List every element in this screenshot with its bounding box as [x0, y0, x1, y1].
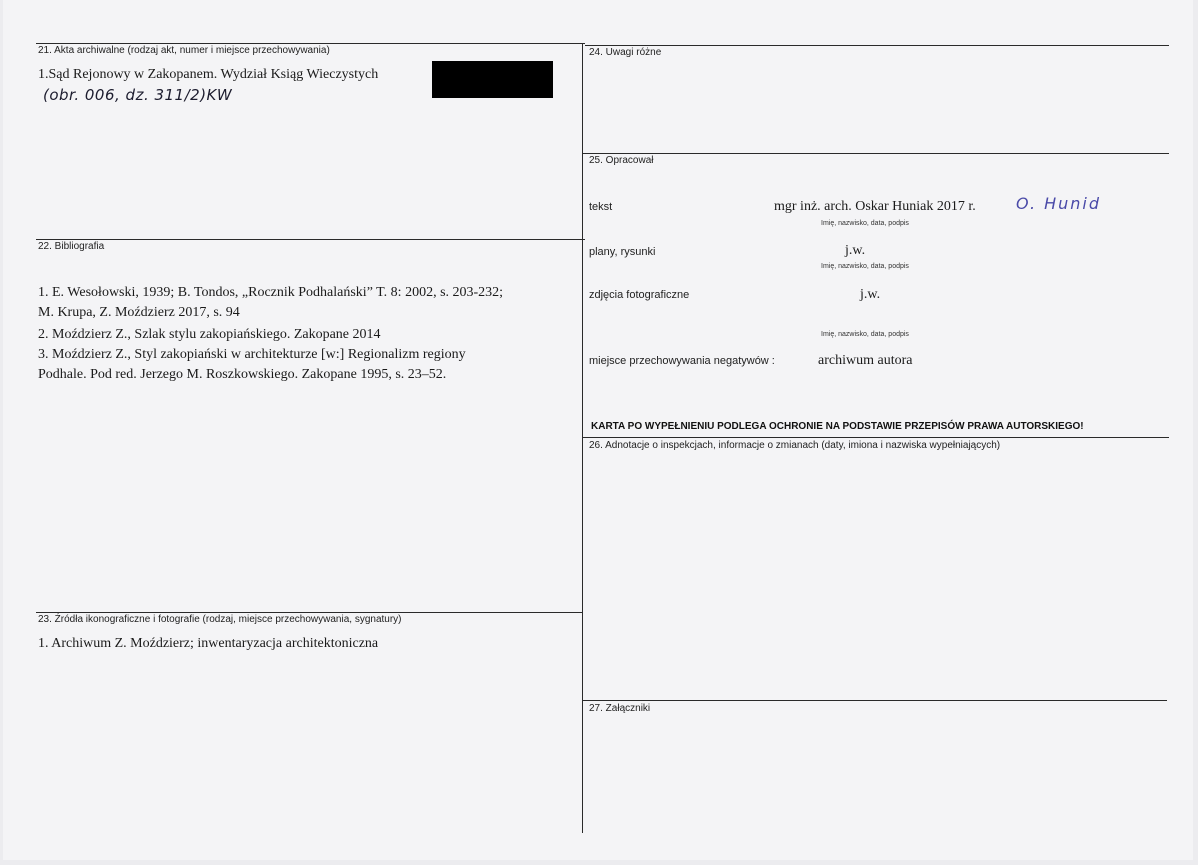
section-27-label: 27. Załączniki: [589, 703, 651, 714]
section-21-label: 21. Akta archiwalne (rodzaj akt, numer i miejsce przechowywania): [38, 45, 330, 56]
author-signature: O. Hunid: [1016, 194, 1102, 213]
section-21-handwritten-note: (obr. 006, dz. 311/2)KW: [43, 86, 233, 104]
section-23-entry: 1. Archiwum Z. Moździerz; inwentaryzacja architektoniczna: [38, 636, 379, 651]
negatywy-label: miejsce przechowywania negatywów :: [589, 355, 775, 367]
bibliography-line-5: Podhale. Pod red. Jerzego M. Roszkowskiego. Zakopane 1995, s. 23–52.: [38, 367, 447, 382]
section-21-entry: 1.Sąd Rejonowy w Zakopanem. Wydział Ksiąg Wieczystych: [38, 67, 379, 82]
section-25-label: 25. Opracował: [589, 155, 654, 166]
plany-value: j.w.: [845, 243, 866, 258]
section-26-rule: [583, 437, 1169, 438]
tekst-label: tekst: [589, 201, 613, 213]
bibliography-line-3: 2. Moździerz Z., Szlak stylu zakopiańskiego. Zakopane 2014: [38, 327, 381, 342]
record-card-sheet: [3, 0, 1193, 860]
top-left-rule: [36, 43, 585, 44]
tekst-value: mgr inż. arch. Oskar Huniak 2017 r.: [774, 199, 976, 214]
section-26-label: 26. Adnotacje o inspekcjach, informacje o zmianach (daty, imiona i nazwiska wypełniających): [589, 440, 1001, 451]
section-23-label: 23. Źródła ikonograficzne i fotografie (rodzaj, miejsce przechowywania, sygnatury): [38, 614, 402, 625]
zdjecia-caption: Imię, nazwisko, data, podpis: [821, 331, 909, 338]
section-27-rule: [583, 700, 1167, 701]
bibliography-line-1: 1. E. Wesołowski, 1939; B. Tondos, „Rocznik Podhalański” T. 8: 2002, s. 203-232;: [38, 285, 504, 300]
section-22-label: 22. Bibliografia: [38, 241, 105, 252]
section-25-rule: [583, 153, 1169, 154]
section-22-rule: [36, 239, 585, 240]
tekst-caption: Imię, nazwisko, data, podpis: [821, 220, 909, 227]
plany-caption: Imię, nazwisko, data, podpis: [821, 263, 909, 270]
copyright-notice: KARTA PO WYPEŁNIENIU PODLEGA OCHRONIE NA PODSTAWIE PRZEPISÓW PRAWA AUTORSKIEGO!: [591, 421, 1084, 432]
zdjecia-label: zdjęcia fotograficzne: [589, 289, 690, 301]
center-divider: [582, 43, 583, 833]
section-24-label: 24. Uwagi różne: [589, 47, 662, 58]
redaction-block: [432, 61, 553, 98]
bibliography-line-2: M. Krupa, Z. Moździerz 2017, s. 94: [38, 305, 240, 320]
bibliography-line-4: 3. Moździerz Z., Styl zakopiański w architekturze [w:] Regionalizm regiony: [38, 347, 466, 362]
plany-label: plany, rysunki: [589, 246, 656, 258]
section-23-rule: [36, 612, 583, 613]
top-right-rule: [585, 45, 1169, 46]
negatywy-value: archiwum autora: [818, 353, 913, 368]
zdjecia-value: j.w.: [860, 287, 881, 302]
